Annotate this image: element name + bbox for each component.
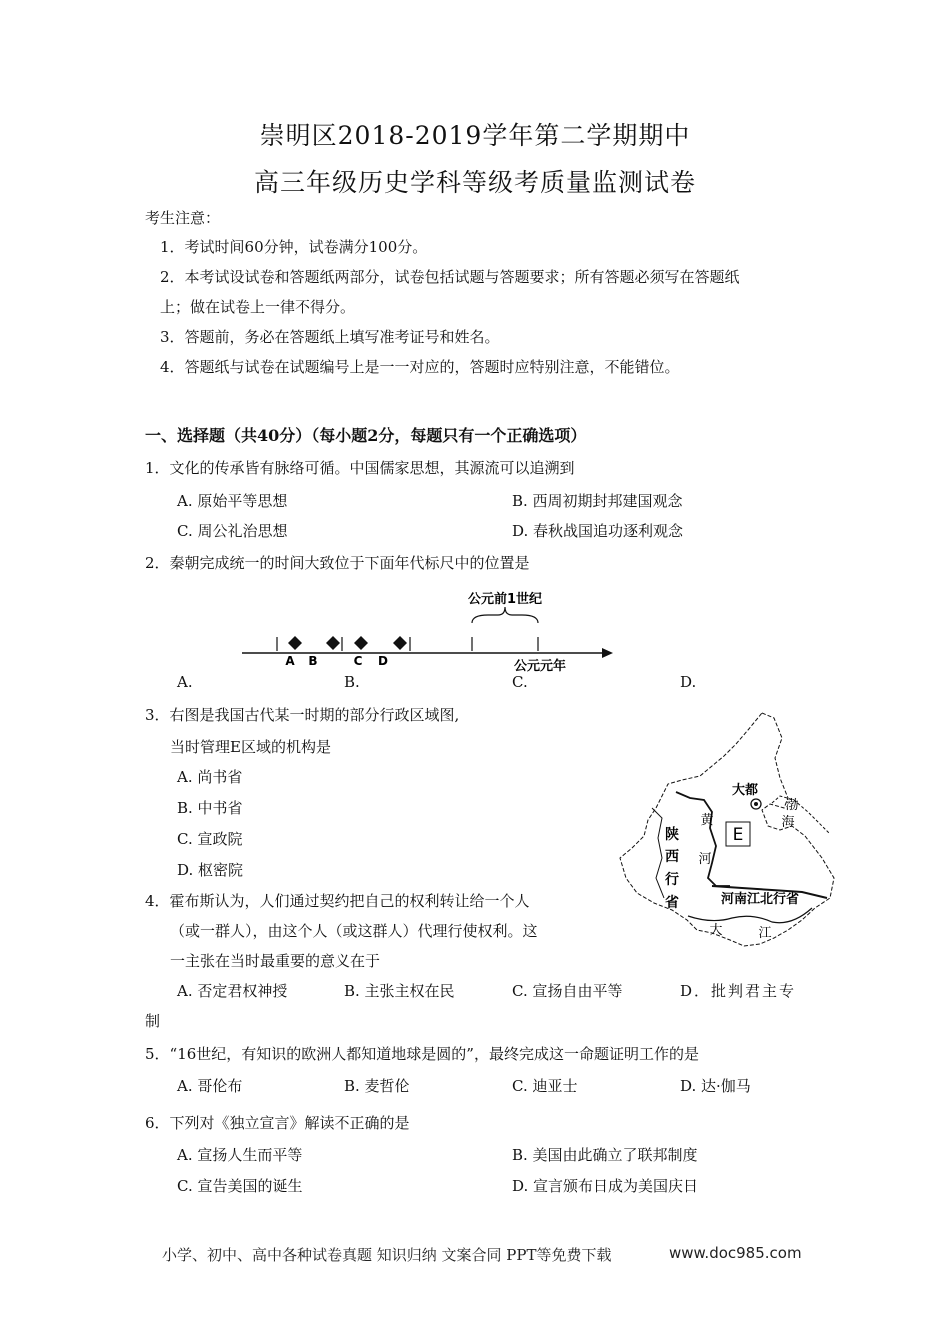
timeline-label-d: D: [378, 654, 388, 668]
timeline-figure: [230, 585, 630, 680]
q3-option-a: A. 尚书省: [177, 768, 243, 786]
timeline-label-c: C: [353, 654, 363, 668]
map-province-2-label: 河南江北行省: [720, 892, 800, 907]
q6-stem: 6．下列对《独立宣言》解读不正确的是: [145, 1114, 410, 1132]
timeline-diamond-d: [393, 636, 407, 650]
q3-option-d: D. 枢密院: [177, 861, 244, 879]
capital-marker-dot: [754, 802, 758, 806]
q5-option-a: A. 哥伦布: [177, 1077, 243, 1095]
q5-option-c: C. 迪亚士: [512, 1077, 578, 1095]
q6-option-d: D. 宣言颁布日成为美国庆日: [512, 1177, 699, 1195]
map-province-1-char-2: 西: [665, 849, 679, 865]
province-map: [612, 708, 840, 958]
q4-option-a: A. 否定君权神授: [177, 982, 288, 1000]
map-river-label-1: 黄: [700, 813, 714, 828]
q1-option-a: A. 原始平等思想: [177, 492, 288, 510]
title-line-2: 高三年级历史学科等级考质量监测试卷: [253, 168, 696, 197]
q3-stem-1: 3．右图是我国古代某一时期的部分行政区域图,: [145, 706, 460, 724]
q1-stem: 1．文化的传承皆有脉络可循。中国儒家思想，其源流可以追溯到: [145, 459, 575, 477]
footer-link[interactable]: www.doc985.com: [669, 1244, 802, 1262]
notice-heading: 考生注意：: [145, 209, 221, 227]
notice-item-3: 3．答题前，务必在答题纸上填写准考证号和姓名。: [160, 328, 500, 346]
timeline-diamond-a: [288, 636, 302, 650]
timeline-label-a: A: [285, 654, 295, 668]
footer-text: 小学、初中、高中各种试卷真题 知识归纳 文案合同 PPT等免费下载: [162, 1246, 612, 1264]
notice-item-4: 4．答题纸与试卷在试题编号上是一一对应的，答题时应特别注意，不能错位。: [160, 358, 680, 376]
map-river-label-4: 江: [758, 926, 772, 941]
q3-option-b: B. 中书省: [177, 799, 243, 817]
map-province-1-char-1: 陕: [665, 827, 679, 843]
q4-option-d: D．批判君主专: [680, 982, 797, 1000]
timeline-diamond-c: [354, 636, 368, 650]
map-province-1-char-4: 省: [665, 895, 679, 911]
q6-option-c: C. 宣告美国的诞生: [177, 1177, 303, 1195]
map-river-label-2: 河: [698, 852, 712, 867]
map-sea-label-1: 渤: [785, 798, 799, 813]
timeline-zero-label: 公元元年: [513, 659, 567, 674]
q1-option-d: D. 春秋战国追功逐利观念: [512, 522, 684, 540]
section-heading: 一、选择题（共40分）（每小题2分，每题只有一个正确选项）: [145, 426, 587, 445]
q2-option-c: C.: [512, 673, 528, 691]
map-capital-label: 大都: [731, 783, 759, 798]
q2-option-d: D.: [680, 673, 697, 691]
q4-stem-2: （或一群人），由这个人（或这群人）代理行使权利。这: [170, 922, 538, 940]
q4-option-c: C. 宣扬自由平等: [512, 982, 623, 1000]
q5-stem: 5．“16世纪，有知识的欧洲人都知道地球是圆的”，最终完成这一命题证明工作的是: [145, 1045, 699, 1063]
q4-stem-1: 4．霍布斯认为，人们通过契约把自己的权利转让给一个人: [145, 892, 530, 910]
map-province-1-char-3: 行: [665, 872, 679, 888]
timeline-diamond-b: [326, 636, 340, 650]
q6-option-a: A. 宣扬人生而平等: [177, 1146, 303, 1164]
q4-option-b: B. 主张主权在民: [344, 982, 455, 1000]
notice-item-1: 1．考试时间60分钟，试卷满分100分。: [160, 238, 428, 256]
q1-option-c: C. 周公礼治思想: [177, 522, 288, 540]
q2-stem: 2．秦朝完成统一的时间大致位于下面年代标尺中的位置是: [145, 554, 530, 572]
map-border-west: [652, 808, 664, 898]
timeline-label-b: B: [308, 654, 318, 668]
notice-item-2-cont: 上；做在试卷上一律不得分。: [160, 298, 356, 316]
timeline-bracket: [472, 607, 538, 623]
q5-option-b: B. 麦哲伦: [344, 1077, 410, 1095]
timeline-bracket-label: 公元前1世纪: [467, 592, 543, 607]
map-region-label: E: [732, 825, 744, 845]
q2-option-b: B.: [344, 673, 360, 691]
map-sea-label-2: 海: [781, 815, 795, 830]
timeline-arrow: [602, 648, 613, 658]
q6-option-b: B. 美国由此确立了联邦制度: [512, 1146, 698, 1164]
map-border-shaanxi: [676, 792, 730, 886]
map-river-label-3: 大: [709, 923, 723, 938]
q4-option-d-wrap: 制: [145, 1012, 161, 1030]
title-line-1: 崇明区2018-2019学年第二学期期中: [259, 121, 691, 150]
q4-stem-3: 一主张在当时最重要的意义在于: [170, 952, 381, 970]
q3-stem-2: 当时管理E区域的机构是: [170, 738, 331, 756]
q2-option-a: A.: [177, 673, 193, 691]
q5-option-d: D. 达·伽马: [680, 1077, 751, 1095]
map-river-yangtze: [688, 908, 812, 923]
q3-option-c: C. 宣政院: [177, 830, 243, 848]
q1-option-b: B. 西周初期封邦建国观念: [512, 492, 683, 510]
notice-item-2: 2．本考试设试卷和答题纸两部分，试卷包括试题与答题要求；所有答题必须写在答题纸: [160, 268, 740, 286]
